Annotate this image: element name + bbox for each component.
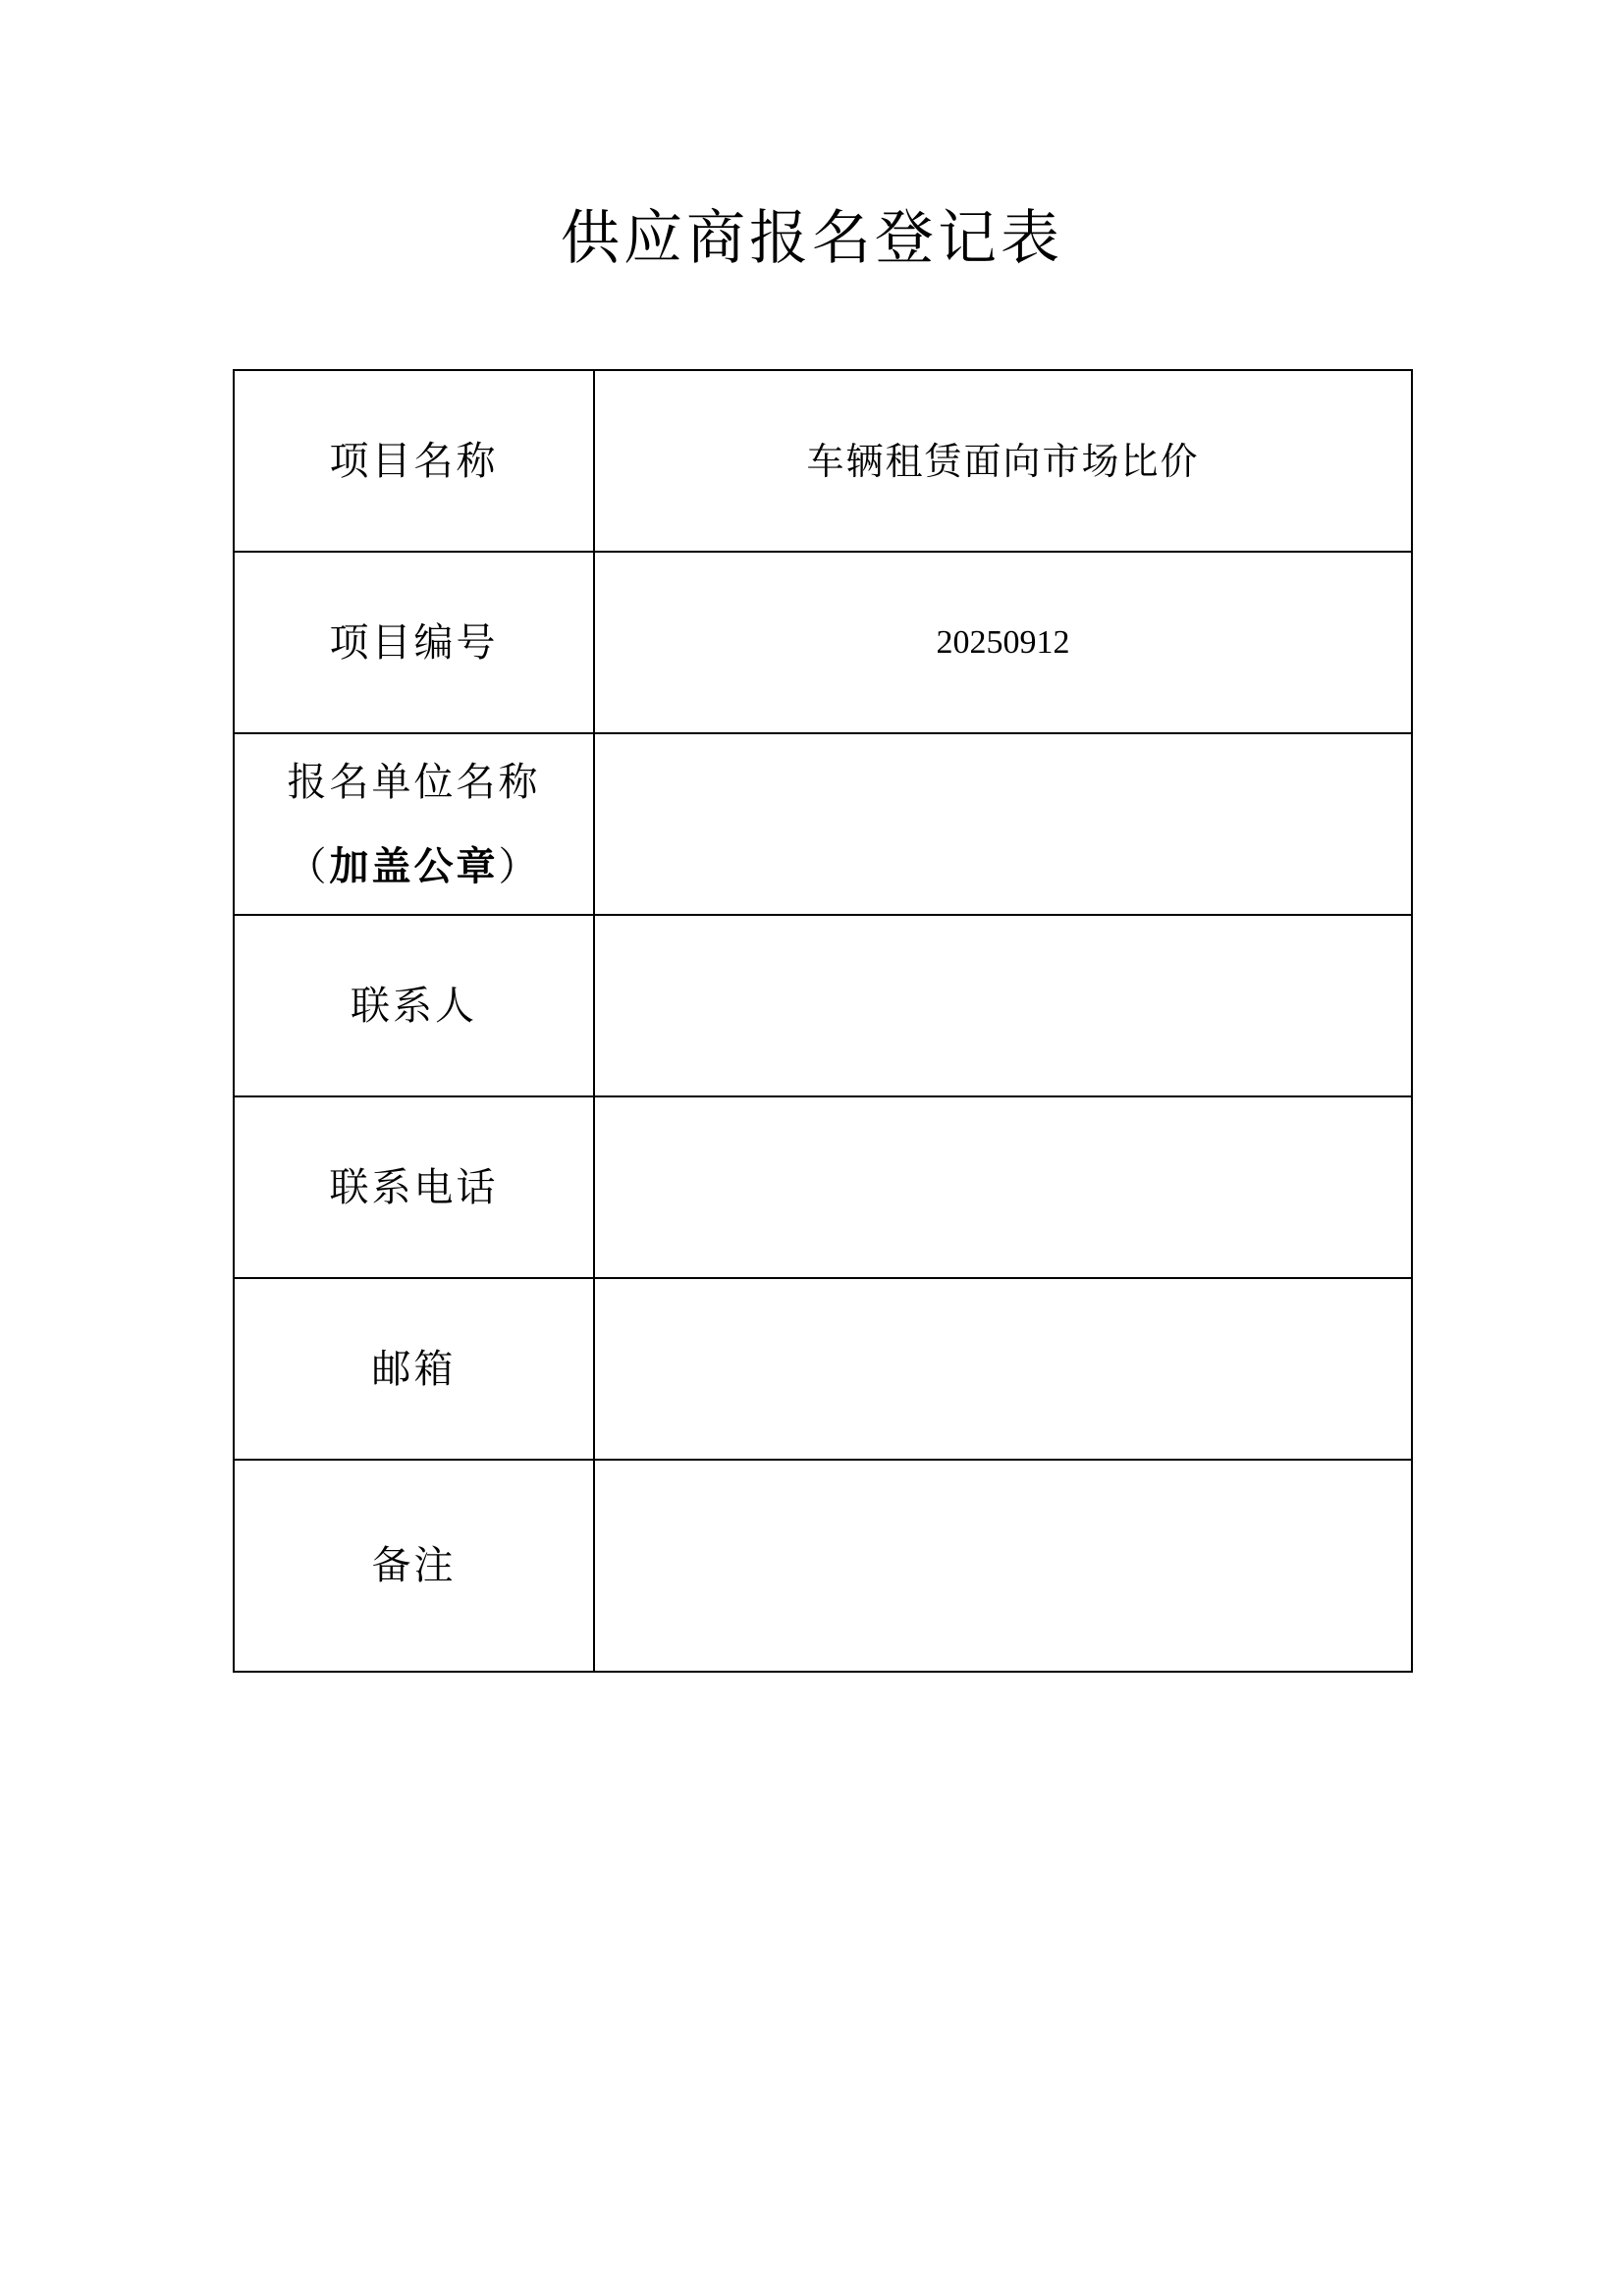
page-title: 供应商报名登记表	[561, 204, 1063, 273]
remarks-input-cell[interactable]	[594, 1460, 1412, 1672]
project-name-label: 项目名称	[329, 438, 499, 484]
label-cell	[234, 915, 594, 1096]
row-company-name	[234, 733, 1412, 915]
label-cell	[234, 1460, 594, 1672]
contact-phone-input-cell[interactable]	[594, 1096, 1412, 1278]
contact-person-input-cell[interactable]	[594, 915, 1412, 1096]
project-name-value: 车辆租赁面向市场比价	[806, 439, 1200, 483]
project-number-value: 20250912	[936, 623, 1070, 661]
row-contact-person	[234, 915, 1412, 1096]
row-remarks	[234, 1460, 1412, 1672]
row-email	[234, 1278, 1412, 1460]
label-cell	[234, 370, 594, 552]
company-name-label: 报名单位名称	[287, 759, 541, 805]
value-cell	[594, 552, 1412, 733]
note-close-paren: ）	[498, 843, 541, 889]
email-input-cell[interactable]	[594, 1278, 1412, 1460]
seal-note-text: 加盖公章	[329, 842, 499, 889]
row-project-name	[234, 370, 1412, 552]
email-label: 邮箱	[371, 1346, 457, 1392]
registration-form-table	[233, 369, 1413, 1673]
row-contact-phone	[234, 1096, 1412, 1278]
contact-person-label: 联系人	[351, 983, 477, 1029]
label-cell	[234, 1278, 594, 1460]
company-name-input-cell[interactable]	[594, 733, 1412, 915]
label-cell	[234, 552, 594, 733]
label-cell	[234, 733, 594, 915]
note-open-paren: （	[287, 843, 330, 889]
label-cell	[234, 1096, 594, 1278]
row-project-number	[234, 552, 1412, 733]
company-seal-note	[235, 839, 593, 894]
contact-phone-label: 联系电话	[329, 1164, 499, 1210]
value-cell	[594, 370, 1412, 552]
project-number-label: 项目编号	[329, 619, 499, 666]
remarks-label: 备注	[371, 1543, 457, 1588]
